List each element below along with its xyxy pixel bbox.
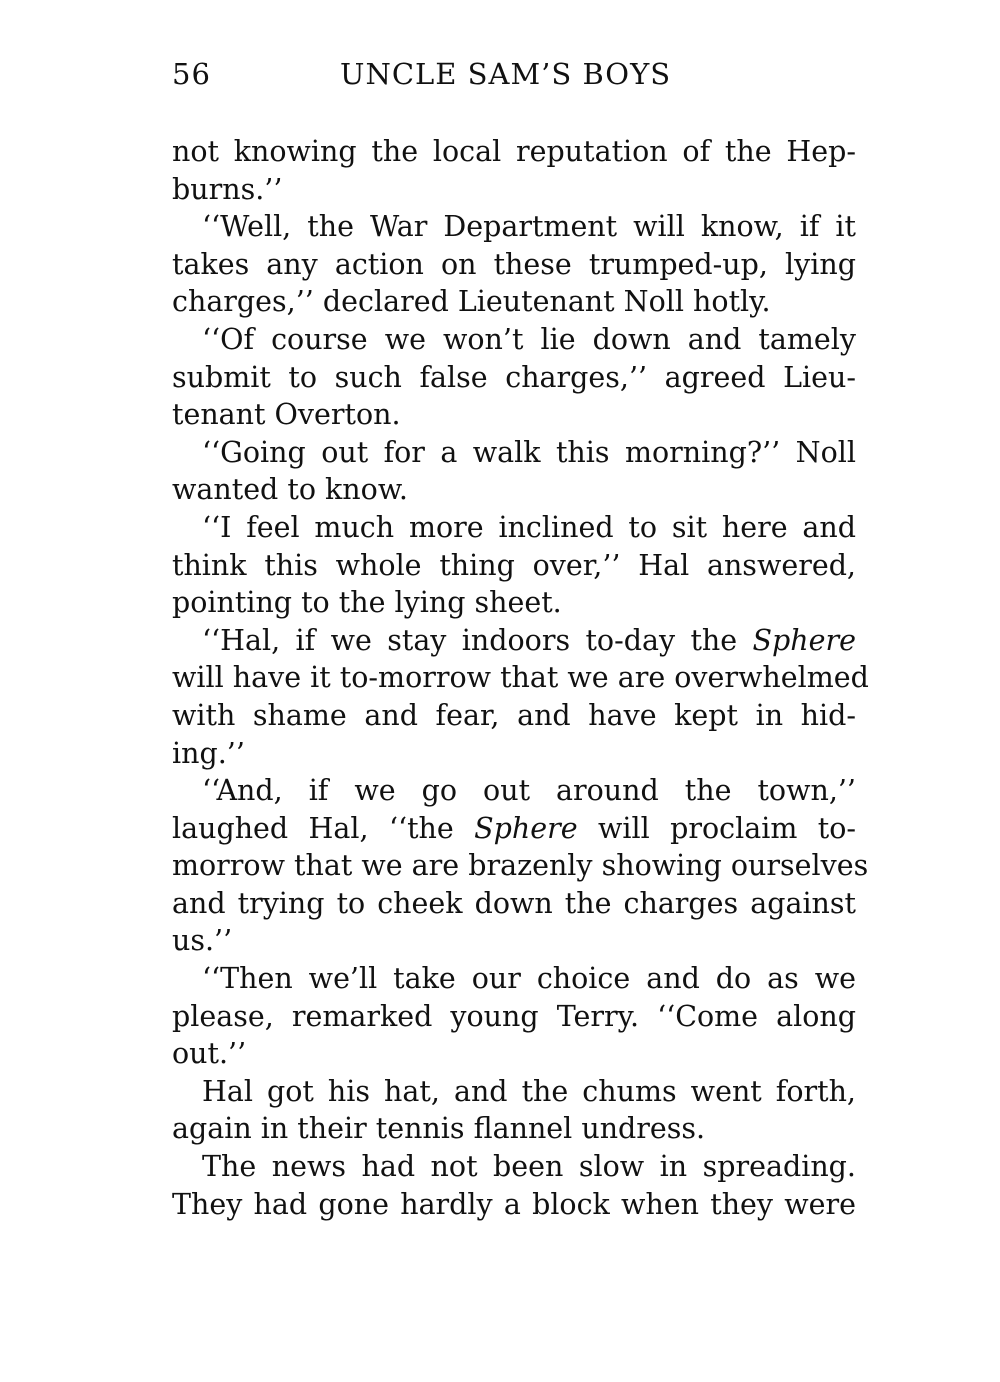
text-line: will have it to-morrow that we are overwhelmed [172, 661, 869, 695]
text-line: with shame and fear, and have kept in hid- [172, 698, 856, 732]
body-text [172, 133, 869, 1223]
text-segment: will proclaim to- [577, 811, 856, 845]
text-segment: ‘‘Hal, if we stay indoors to-day the [202, 623, 753, 657]
text-line: ‘‘And, if we go out around the town,’’ [202, 774, 856, 808]
text-line: and trying to cheek down the charges against [172, 886, 856, 920]
text-line [172, 810, 856, 848]
text-line: not knowing the local reputation of the Hep- [172, 135, 856, 168]
text-line: wanted to know. [172, 473, 408, 507]
text-line: submit to such false charges,’’ agreed Lieu- [172, 360, 856, 394]
text-line: morrow that we are brazenly showing ourselves [172, 849, 869, 883]
text-line: ‘‘Of course we won’t lie down and tamely [202, 322, 856, 356]
running-head [172, 54, 856, 94]
page-number: 56 [172, 57, 211, 91]
text-line: ‘‘I feel much more inclined to sit here and [202, 510, 856, 544]
italic-title: Sphere [752, 623, 856, 657]
text-line: pointing to the lying sheet. [172, 586, 562, 620]
italic-title: Sphere [474, 811, 578, 845]
text-line: ing.’’ [172, 736, 245, 770]
text-line: again in their tennis flannel undress. [172, 1112, 706, 1146]
text-line: ‘‘Well, the War Department will know, if it [202, 210, 856, 244]
text-line: think this whole thing over,’’ Hal answered, [172, 548, 856, 582]
text-line: out.’’ [172, 1037, 247, 1071]
text-line: burns.’’ [172, 172, 283, 206]
text-line [172, 622, 856, 660]
text-line: tenant Overton. [172, 398, 401, 432]
text-line: please, remarked young Terry. ‘‘Come along [172, 999, 856, 1033]
text-line: charges,’’ declared Lieutenant Noll hotly. [172, 285, 771, 319]
text-line: They had gone hardly a block when they were [172, 1187, 856, 1221]
running-title: UNCLE SAM’S BOYS [340, 57, 672, 91]
text-line: ‘‘Going out for a walk this morning?’’ Noll [202, 435, 856, 469]
text-line: us.’’ [172, 924, 233, 958]
text-segment: laughed Hal, ‘‘the [172, 811, 475, 845]
text-line: The news had not been slow in spreading. [202, 1150, 856, 1184]
text-line: takes any action on these trumped-up, lying [172, 247, 856, 281]
text-line: ‘‘Then we’ll take our choice and do as we [202, 962, 856, 996]
text-line: Hal got his hat, and the chums went forth, [202, 1074, 856, 1108]
